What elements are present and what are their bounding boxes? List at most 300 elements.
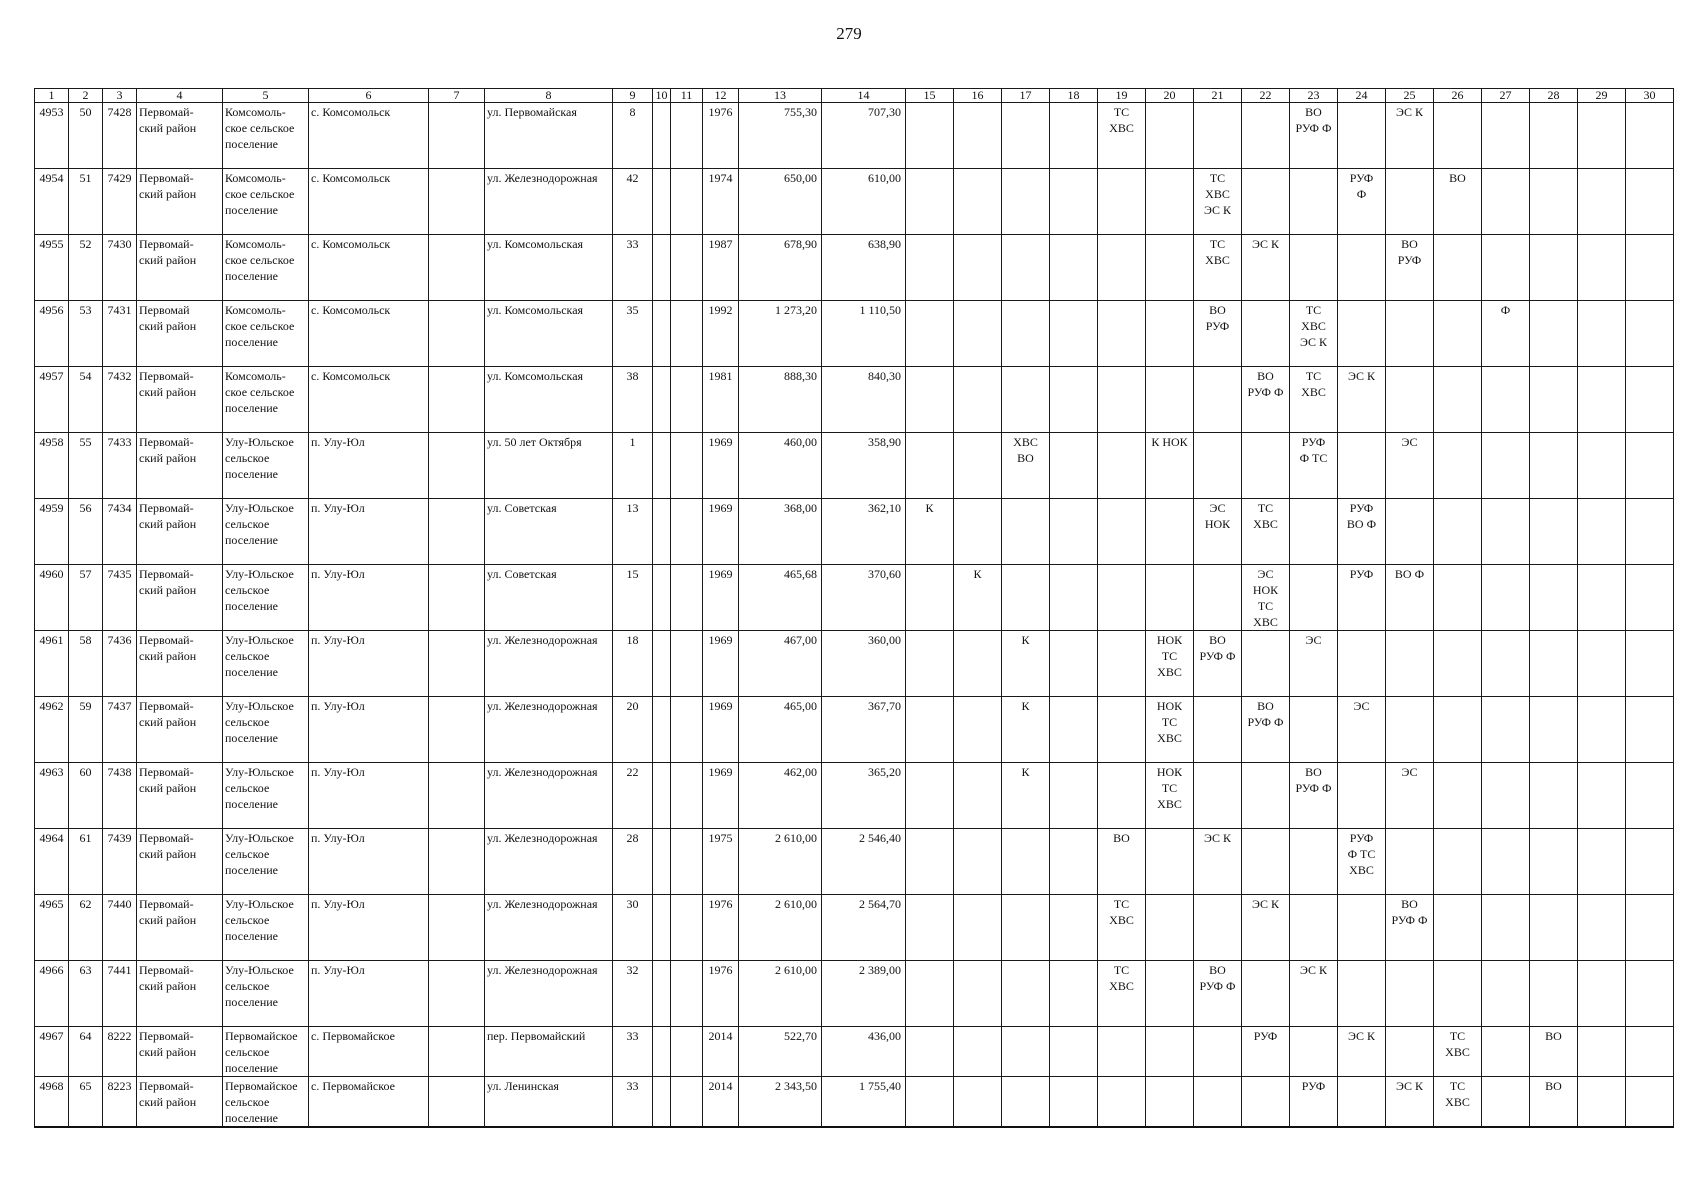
table-cell-col-24 (1338, 433, 1386, 499)
table-cell-col-24: ЭС К (1338, 367, 1386, 433)
table-cell-col-23 (1290, 169, 1338, 235)
table-cell-col-22 (1242, 961, 1290, 1027)
column-header-16: 16 (954, 89, 1002, 103)
table-cell-col-6: с. Комсомольск (309, 301, 429, 367)
table-cell-col-2: 59 (69, 697, 103, 763)
table-cell-col-8: ул. Комсомольская (485, 235, 613, 301)
table-cell-col-1: 4957 (35, 367, 69, 433)
table-cell-col-3: 8223 (103, 1077, 137, 1128)
table-cell-col-25 (1386, 499, 1434, 565)
table-cell-col-22: РУФ (1242, 1027, 1290, 1077)
table-cell-col-11 (671, 895, 703, 961)
table-cell-col-23: ВО РУФ Ф (1290, 763, 1338, 829)
table-cell-col-2: 53 (69, 301, 103, 367)
table-cell-col-16 (954, 631, 1002, 697)
column-header-6: 6 (309, 89, 429, 103)
table-cell-col-30 (1626, 1027, 1674, 1077)
table-cell-col-30 (1626, 169, 1674, 235)
table-cell-col-11 (671, 1027, 703, 1077)
table-cell-col-19 (1098, 631, 1146, 697)
column-header-18: 18 (1050, 89, 1098, 103)
table-cell-col-2: 57 (69, 565, 103, 631)
table-cell-col-27 (1482, 565, 1530, 631)
table-cell-col-8: ул. Железнодорожная (485, 169, 613, 235)
table-cell-col-21 (1194, 433, 1242, 499)
column-header-1: 1 (35, 89, 69, 103)
table-cell-col-23 (1290, 235, 1338, 301)
table-cell-col-10 (653, 829, 671, 895)
table-cell-col-24: РУФ Ф (1338, 169, 1386, 235)
table-cell-col-4: Первомай- ский район (137, 631, 223, 697)
table-cell-col-3: 7430 (103, 235, 137, 301)
table-cell-col-12: 1969 (703, 631, 739, 697)
column-header-8: 8 (485, 89, 613, 103)
table-cell-col-5: Первомайское сельское поселение (223, 1077, 309, 1128)
table-cell-col-13: 2 343,50 (739, 1077, 822, 1128)
table-cell-col-15 (906, 103, 954, 169)
table-cell-col-17: К (1002, 631, 1050, 697)
table-cell-col-19: ТС ХВС (1098, 895, 1146, 961)
table-cell-col-18 (1050, 631, 1098, 697)
table-cell-col-14: 2 564,70 (822, 895, 906, 961)
column-header-12: 12 (703, 89, 739, 103)
table-cell-col-7 (429, 169, 485, 235)
table-cell-col-27 (1482, 433, 1530, 499)
table-cell-col-30 (1626, 301, 1674, 367)
table-cell-col-26 (1434, 433, 1482, 499)
table-cell-col-21: ТС ХВС ЭС К (1194, 169, 1242, 235)
table-cell-col-14: 840,30 (822, 367, 906, 433)
table-cell-col-21 (1194, 367, 1242, 433)
table-cell-col-3: 7432 (103, 367, 137, 433)
table-cell-col-5: Первомайское сельское поселение (223, 1027, 309, 1077)
column-header-15: 15 (906, 89, 954, 103)
table-cell-col-6: п. Улу-Юл (309, 763, 429, 829)
table-cell-col-13: 460,00 (739, 433, 822, 499)
table-cell-col-6: с. Комсомольск (309, 235, 429, 301)
table-cell-col-12: 1969 (703, 499, 739, 565)
table-cell-col-19: ТС ХВС (1098, 103, 1146, 169)
table-cell-col-5: Улу-Юльское сельское поселение (223, 565, 309, 631)
table-cell-col-29 (1578, 235, 1626, 301)
table-cell-col-9: 33 (613, 1027, 653, 1077)
table-cell-col-14: 362,10 (822, 499, 906, 565)
table-cell-col-15 (906, 367, 954, 433)
column-header-25: 25 (1386, 89, 1434, 103)
table-cell-col-25 (1386, 1027, 1434, 1077)
table-cell-col-9: 33 (613, 235, 653, 301)
table-cell-col-21 (1194, 1027, 1242, 1077)
table-cell-col-27 (1482, 961, 1530, 1027)
table-cell-col-29 (1578, 1077, 1626, 1128)
column-header-11: 11 (671, 89, 703, 103)
table-cell-col-23: ТС ХВС ЭС К (1290, 301, 1338, 367)
table-cell-col-23 (1290, 697, 1338, 763)
table-cell-col-2: 52 (69, 235, 103, 301)
table-row (35, 763, 1674, 829)
table-cell-col-1: 4960 (35, 565, 69, 631)
table-cell-col-19 (1098, 763, 1146, 829)
table-cell-col-16 (954, 103, 1002, 169)
table-cell-col-19 (1098, 301, 1146, 367)
table-cell-col-13: 467,00 (739, 631, 822, 697)
table-cell-col-23 (1290, 829, 1338, 895)
table-cell-col-18 (1050, 169, 1098, 235)
table-cell-col-14: 707,30 (822, 103, 906, 169)
table-cell-col-3: 7433 (103, 433, 137, 499)
column-header-4: 4 (137, 89, 223, 103)
table-cell-col-2: 58 (69, 631, 103, 697)
table-cell-col-18 (1050, 763, 1098, 829)
table-cell-col-27 (1482, 499, 1530, 565)
table-cell-col-30 (1626, 235, 1674, 301)
table-cell-col-26 (1434, 103, 1482, 169)
table-cell-col-7 (429, 499, 485, 565)
table-cell-col-9: 32 (613, 961, 653, 1027)
table-row (35, 367, 1674, 433)
table-cell-col-14: 370,60 (822, 565, 906, 631)
table-cell-col-3: 7436 (103, 631, 137, 697)
table-cell-col-1: 4964 (35, 829, 69, 895)
table-cell-col-30 (1626, 565, 1674, 631)
table-cell-col-16 (954, 433, 1002, 499)
table-cell-col-28 (1530, 433, 1578, 499)
table-cell-col-12: 1981 (703, 367, 739, 433)
table-cell-col-16 (954, 301, 1002, 367)
table-cell-col-29 (1578, 697, 1626, 763)
table-cell-col-2: 64 (69, 1027, 103, 1077)
table-cell-col-24 (1338, 103, 1386, 169)
table-cell-col-28 (1530, 961, 1578, 1027)
table-cell-col-1: 4968 (35, 1077, 69, 1128)
table-cell-col-9: 8 (613, 103, 653, 169)
table-cell-col-29 (1578, 631, 1626, 697)
table-cell-col-21 (1194, 697, 1242, 763)
table-cell-col-19: ТС ХВС (1098, 961, 1146, 1027)
table-cell-col-17 (1002, 1077, 1050, 1128)
table-cell-col-11 (671, 763, 703, 829)
table-cell-col-2: 54 (69, 367, 103, 433)
table-cell-col-28 (1530, 763, 1578, 829)
table-cell-col-21: ВО РУФ Ф (1194, 961, 1242, 1027)
table-cell-col-18 (1050, 697, 1098, 763)
table-cell-col-3: 7440 (103, 895, 137, 961)
table-cell-col-25: ЭС (1386, 763, 1434, 829)
table-cell-col-1: 4956 (35, 301, 69, 367)
table-cell-col-7 (429, 895, 485, 961)
table-cell-col-7 (429, 103, 485, 169)
table-cell-col-8: ул. Советская (485, 499, 613, 565)
table-cell-col-30 (1626, 499, 1674, 565)
table-cell-col-10 (653, 1077, 671, 1128)
table-cell-col-12: 2014 (703, 1027, 739, 1077)
table-cell-col-24: РУФ ВО Ф (1338, 499, 1386, 565)
table-cell-col-4: Первомай- ский район (137, 235, 223, 301)
table-cell-col-23: ТС ХВС (1290, 367, 1338, 433)
table-cell-col-18 (1050, 1027, 1098, 1077)
table-cell-col-19 (1098, 433, 1146, 499)
table-cell-col-26 (1434, 697, 1482, 763)
table-row (35, 697, 1674, 763)
table-cell-col-20 (1146, 103, 1194, 169)
table-cell-col-26 (1434, 301, 1482, 367)
table-cell-col-19 (1098, 499, 1146, 565)
table-cell-col-28 (1530, 697, 1578, 763)
table-cell-col-16 (954, 763, 1002, 829)
table-cell-col-5: Комсомоль- ское сельское поселение (223, 103, 309, 169)
table-cell-col-25: ВО Ф (1386, 565, 1434, 631)
table-cell-col-21: ЭС НОК (1194, 499, 1242, 565)
table-cell-col-10 (653, 301, 671, 367)
table-cell-col-5: Комсомоль- ское сельское поселение (223, 301, 309, 367)
table-cell-col-17 (1002, 895, 1050, 961)
table-cell-col-27 (1482, 1027, 1530, 1077)
table-cell-col-26 (1434, 829, 1482, 895)
table-cell-col-28 (1530, 565, 1578, 631)
table-cell-col-28: ВО (1530, 1027, 1578, 1077)
table-cell-col-8: ул. Железнодорожная (485, 961, 613, 1027)
table-cell-col-4: Первомай- ский район (137, 565, 223, 631)
column-header-21: 21 (1194, 89, 1242, 103)
table-cell-col-25: ВО РУФ (1386, 235, 1434, 301)
table-cell-col-12: 1969 (703, 565, 739, 631)
table-cell-col-17 (1002, 103, 1050, 169)
table-cell-col-13: 465,00 (739, 697, 822, 763)
table-cell-col-2: 63 (69, 961, 103, 1027)
table-cell-col-3: 7435 (103, 565, 137, 631)
table-cell-col-6: п. Улу-Юл (309, 631, 429, 697)
table-cell-col-20: НОК ТС ХВС (1146, 631, 1194, 697)
table-cell-col-12: 1975 (703, 829, 739, 895)
table-cell-col-18 (1050, 103, 1098, 169)
table-cell-col-18 (1050, 301, 1098, 367)
table-body (35, 103, 1674, 1128)
table-cell-col-4: Первомай- ский район (137, 829, 223, 895)
table-cell-col-3: 7441 (103, 961, 137, 1027)
column-header-27: 27 (1482, 89, 1530, 103)
table-cell-col-16 (954, 829, 1002, 895)
table-cell-col-30 (1626, 1077, 1674, 1128)
table-cell-col-14: 610,00 (822, 169, 906, 235)
table-cell-col-16 (954, 895, 1002, 961)
table-cell-col-15 (906, 895, 954, 961)
table-cell-col-8: ул. Комсомольская (485, 301, 613, 367)
table-cell-col-9: 28 (613, 829, 653, 895)
page-number: 279 (836, 24, 862, 43)
table-cell-col-29 (1578, 565, 1626, 631)
table-cell-col-5: Комсомоль- ское сельское поселение (223, 235, 309, 301)
table-cell-col-11 (671, 169, 703, 235)
table-cell-col-29 (1578, 103, 1626, 169)
table-cell-col-10 (653, 433, 671, 499)
table-cell-col-12: 1976 (703, 961, 739, 1027)
table-row (35, 433, 1674, 499)
table-cell-col-10 (653, 895, 671, 961)
table-cell-col-9: 15 (613, 565, 653, 631)
table-cell-col-17 (1002, 169, 1050, 235)
table-cell-col-26 (1434, 367, 1482, 433)
table-cell-col-5: Улу-Юльское сельское поселение (223, 433, 309, 499)
table-cell-col-20 (1146, 1027, 1194, 1077)
table-cell-col-7 (429, 565, 485, 631)
table-cell-col-24: РУФ Ф ТС ХВС (1338, 829, 1386, 895)
column-header-24: 24 (1338, 89, 1386, 103)
table-cell-col-22: ЭС НОК ТС ХВС (1242, 565, 1290, 631)
table-cell-col-9: 20 (613, 697, 653, 763)
table-cell-col-29 (1578, 961, 1626, 1027)
table-cell-col-28 (1530, 829, 1578, 895)
table-cell-col-9: 18 (613, 631, 653, 697)
table-cell-col-10 (653, 961, 671, 1027)
table-cell-col-7 (429, 301, 485, 367)
column-header-5: 5 (223, 89, 309, 103)
table-cell-col-20 (1146, 961, 1194, 1027)
table-cell-col-25 (1386, 367, 1434, 433)
table-cell-col-21: ТС ХВС (1194, 235, 1242, 301)
table-cell-col-14: 436,00 (822, 1027, 906, 1077)
table-cell-col-20 (1146, 499, 1194, 565)
table-cell-col-10 (653, 103, 671, 169)
table-cell-col-7 (429, 235, 485, 301)
table-cell-col-18 (1050, 961, 1098, 1027)
table-cell-col-8: ул. Железнодорожная (485, 763, 613, 829)
column-header-20: 20 (1146, 89, 1194, 103)
table-cell-col-1: 4953 (35, 103, 69, 169)
table-cell-col-28 (1530, 169, 1578, 235)
table-cell-col-28 (1530, 367, 1578, 433)
table-cell-col-15 (906, 1077, 954, 1128)
table-cell-col-15 (906, 235, 954, 301)
table-cell-col-22 (1242, 103, 1290, 169)
table-cell-col-1: 4961 (35, 631, 69, 697)
table-cell-col-30 (1626, 631, 1674, 697)
table-cell-col-14: 2 389,00 (822, 961, 906, 1027)
table-cell-col-24 (1338, 763, 1386, 829)
table-cell-col-26 (1434, 565, 1482, 631)
table-cell-col-20 (1146, 169, 1194, 235)
table-cell-col-14: 358,90 (822, 433, 906, 499)
table-cell-col-18 (1050, 829, 1098, 895)
table-cell-col-13: 2 610,00 (739, 829, 822, 895)
table-row (35, 895, 1674, 961)
table-cell-col-21 (1194, 895, 1242, 961)
table-cell-col-9: 13 (613, 499, 653, 565)
table-cell-col-9: 22 (613, 763, 653, 829)
table-cell-col-16 (954, 367, 1002, 433)
table-cell-col-11 (671, 367, 703, 433)
table-cell-col-6: с. Комсомольск (309, 169, 429, 235)
table-cell-col-3: 7428 (103, 103, 137, 169)
table-cell-col-26 (1434, 763, 1482, 829)
table-cell-col-20 (1146, 565, 1194, 631)
table-cell-col-5: Комсомоль- ское сельское поселение (223, 169, 309, 235)
table-cell-col-6: п. Улу-Юл (309, 433, 429, 499)
column-header-9: 9 (613, 89, 653, 103)
table-cell-col-12: 1969 (703, 697, 739, 763)
table-cell-col-21 (1194, 103, 1242, 169)
table-cell-col-17 (1002, 829, 1050, 895)
column-header-30: 30 (1626, 89, 1674, 103)
table-cell-col-30 (1626, 697, 1674, 763)
table-cell-col-13: 465,68 (739, 565, 822, 631)
table-cell-col-15 (906, 829, 954, 895)
table-cell-col-23 (1290, 895, 1338, 961)
table-cell-col-17 (1002, 499, 1050, 565)
table-cell-col-10 (653, 763, 671, 829)
table-cell-col-28 (1530, 499, 1578, 565)
table-cell-col-16 (954, 1077, 1002, 1128)
table-cell-col-29 (1578, 829, 1626, 895)
table-cell-col-13: 462,00 (739, 763, 822, 829)
table-cell-col-24 (1338, 1077, 1386, 1128)
table-cell-col-2: 65 (69, 1077, 103, 1128)
table-cell-col-8: ул. Первомайская (485, 103, 613, 169)
table-cell-col-14: 1 755,40 (822, 1077, 906, 1128)
table-cell-col-10 (653, 235, 671, 301)
table-cell-col-10 (653, 565, 671, 631)
table-cell-col-5: Улу-Юльское сельское поселение (223, 499, 309, 565)
table-cell-col-6: п. Улу-Юл (309, 829, 429, 895)
table-cell-col-1: 4967 (35, 1027, 69, 1077)
table-row (35, 1077, 1674, 1128)
table-cell-col-8: ул. Комсомольская (485, 367, 613, 433)
table-cell-col-28 (1530, 235, 1578, 301)
table-cell-col-1: 4962 (35, 697, 69, 763)
table-cell-col-15: К (906, 499, 954, 565)
table-cell-col-11 (671, 235, 703, 301)
table-cell-col-10 (653, 1027, 671, 1077)
table-cell-col-17: К (1002, 697, 1050, 763)
table-cell-col-11 (671, 1077, 703, 1128)
table-cell-col-7 (429, 1077, 485, 1128)
table-cell-col-16 (954, 235, 1002, 301)
table-cell-col-24: ЭС (1338, 697, 1386, 763)
table-cell-col-30 (1626, 763, 1674, 829)
table-cell-col-11 (671, 499, 703, 565)
table-cell-col-16 (954, 169, 1002, 235)
table-cell-col-7 (429, 961, 485, 1027)
table-cell-col-19 (1098, 697, 1146, 763)
table-row (35, 829, 1674, 895)
table-cell-col-4: Первомай- ский район (137, 169, 223, 235)
table-cell-col-20 (1146, 235, 1194, 301)
table-cell-col-2: 51 (69, 169, 103, 235)
table-cell-col-22 (1242, 433, 1290, 499)
table-cell-col-20: К НОК (1146, 433, 1194, 499)
table-cell-col-23: РУФ Ф ТС (1290, 433, 1338, 499)
table-cell-col-20: НОК ТС ХВС (1146, 697, 1194, 763)
table-cell-col-15 (906, 169, 954, 235)
table-cell-col-25 (1386, 961, 1434, 1027)
table-cell-col-19: ВО (1098, 829, 1146, 895)
table-cell-col-20 (1146, 829, 1194, 895)
table-cell-col-24 (1338, 961, 1386, 1027)
table-cell-col-9: 30 (613, 895, 653, 961)
table-cell-col-27 (1482, 631, 1530, 697)
table-cell-col-22: ТС ХВС (1242, 499, 1290, 565)
table-cell-col-26: ВО (1434, 169, 1482, 235)
table-cell-col-21 (1194, 1077, 1242, 1128)
table-cell-col-11 (671, 631, 703, 697)
table-cell-col-7 (429, 763, 485, 829)
column-header-28: 28 (1530, 89, 1578, 103)
table-cell-col-29 (1578, 367, 1626, 433)
table-cell-col-29 (1578, 763, 1626, 829)
housing-register-table (34, 88, 1674, 1128)
table-cell-col-26 (1434, 631, 1482, 697)
table-cell-col-9: 38 (613, 367, 653, 433)
table-row (35, 499, 1674, 565)
